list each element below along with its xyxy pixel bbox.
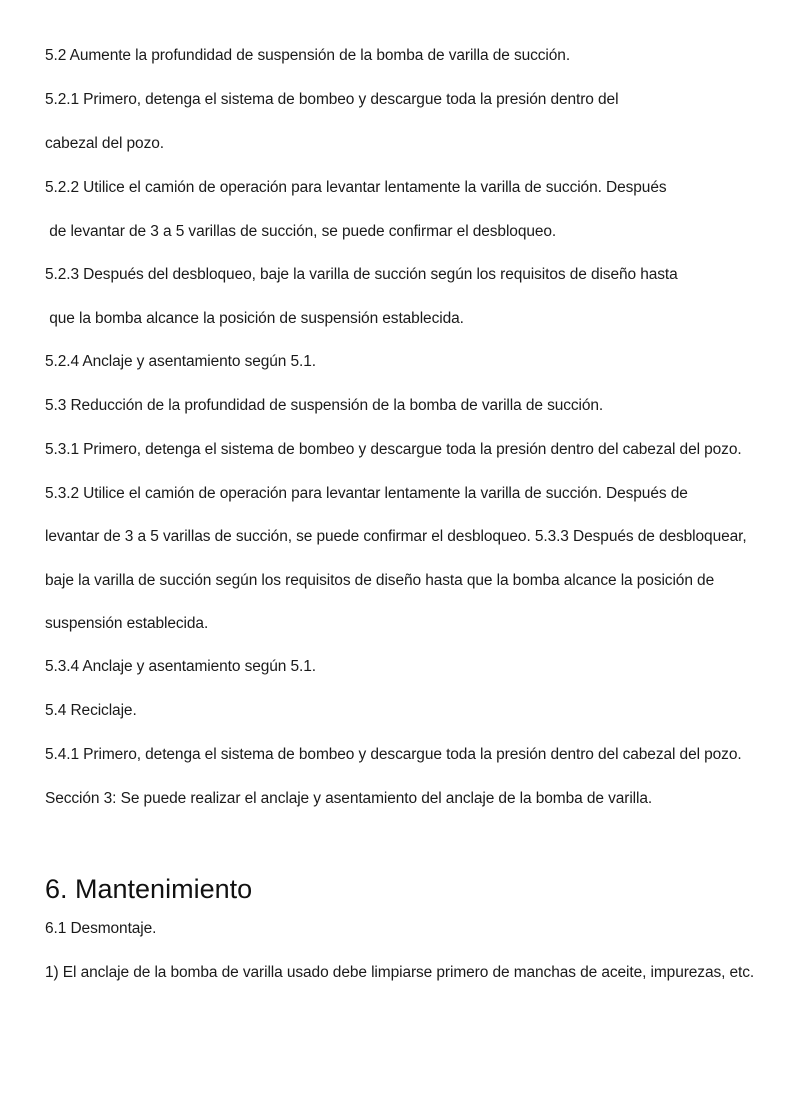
section-heading: 6. Mantenimiento [45,874,253,904]
text-line: 5.3.1 Primero, detenga el sistema de bombeo y descargue toda la presión dentro del cabezal del pozo. [45,441,742,458]
text-line: 5.3.4 Anclaje y asentamiento según 5.1. [45,658,316,675]
text-line: que la bomba alcance la posición de suspensión establecida. [45,310,464,327]
text-line: 6.1 Desmontaje. [45,920,157,937]
text-line: 5.4 Reciclaje. [45,702,137,719]
text-line: 1) El anclaje de la bomba de varilla usado debe limpiarse primero de manchas de aceite, impurezas, etc. [45,964,755,981]
text-line: Sección 3: Se puede realizar el anclaje y asentamiento del anclaje de la bomba de varilla. [45,790,653,807]
text-line: 5.3.2 Utilice el camión de operación para levantar lentamente la varilla de succión. Después de [45,485,688,502]
text-line: 5.3 Reducción de la profundidad de suspensión de la bomba de varilla de succión. [45,397,604,414]
text-line: 5.2.4 Anclaje y asentamiento según 5.1. [45,353,316,370]
text-line: de levantar de 3 a 5 varillas de succión, se puede confirmar el desbloqueo. [45,223,557,240]
text-line: cabezal del pozo. [45,135,164,152]
text-line: 5.2.2 Utilice el camión de operación para levantar lentamente la varilla de succión. Después [45,179,667,196]
text-line: baje la varilla de succión según los requisitos de diseño hasta que la bomba alcance la posición de [45,572,715,589]
text-line: suspensión establecida. [45,615,209,632]
text-line: 5.2 Aumente la profundidad de suspensión de la bomba de varilla de succión. [45,47,571,64]
text-line: 5.2.1 Primero, detenga el sistema de bombeo y descargue toda la presión dentro del [45,91,619,108]
text-line: 5.4.1 Primero, detenga el sistema de bombeo y descargue toda la presión dentro del cabezal del pozo. [45,746,742,763]
text-line: levantar de 3 a 5 varillas de succión, se puede confirmar el desbloqueo. 5.3.3 Después de desbloquear, [45,528,747,545]
text-line: 5.2.3 Después del desbloqueo, baje la varilla de succión según los requisitos de diseño hasta [45,266,678,283]
